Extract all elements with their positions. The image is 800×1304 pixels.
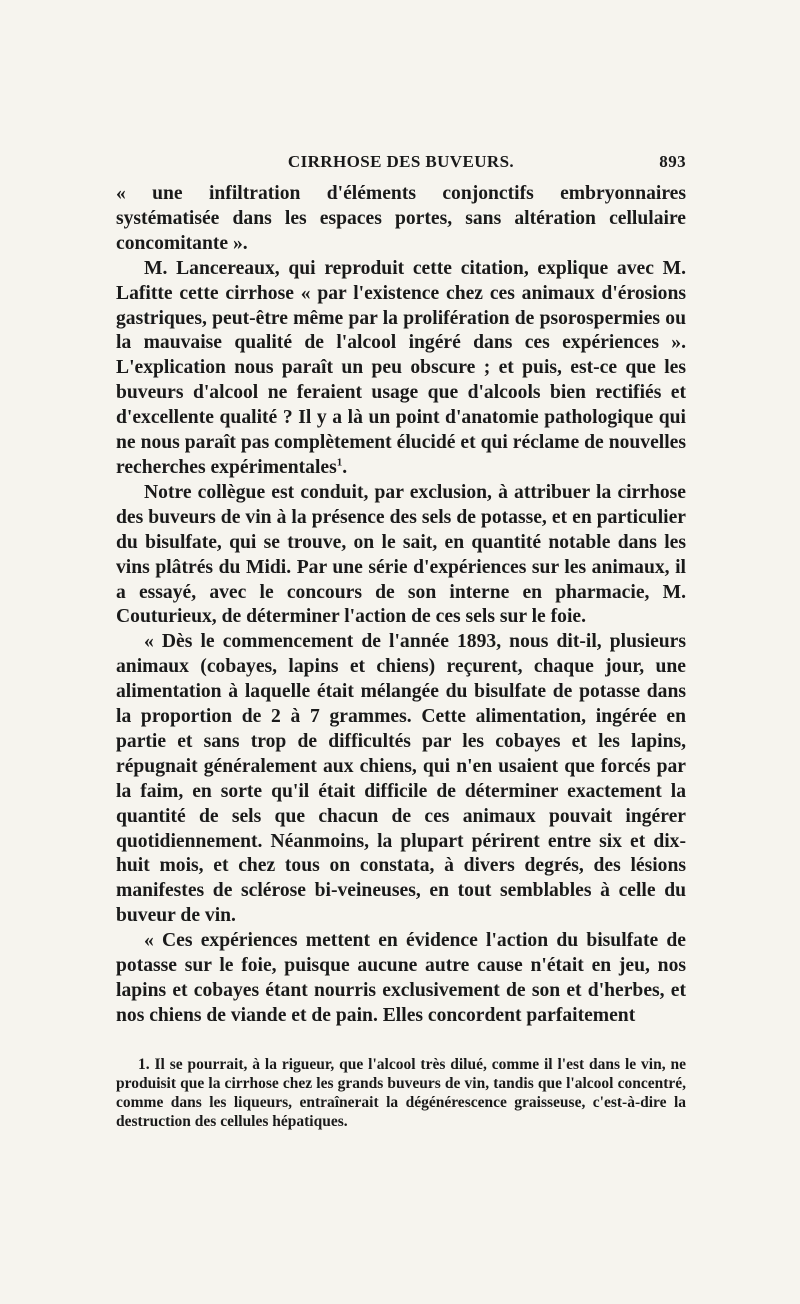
footnotes	[116, 1055, 686, 1131]
paragraph-1: « une infiltration d'éléments conjonctifs embryonnaires systématisée dans les espaces portes, sans altération cellulaire concomitante ».	[116, 183, 686, 254]
running-header	[116, 152, 686, 178]
footnote-1: 1. Il se pourrait, à la rigueur, que l'alcool très dilué, comme il l'est dans le vin, ne produisit que la cirrhose chez les grands buveurs de vin, tandis que l'alcool concentré, comme dans les liqueurs, entraînerait la dégénérescence graisseuse, c'est-à-dire la destruction des cellules hépatiques.	[116, 1055, 686, 1130]
book-page	[116, 152, 686, 1131]
page-number: 893	[659, 152, 686, 171]
body-text	[116, 182, 686, 1029]
paragraph-5: « Ces expériences mettent en évidence l'action du bisulfate de potasse sur le foie, puisque aucune autre cause n'était en jeu, nos lapins et cobayes étant nourris exclusivement de son et d'herbes, et nos chiens de viande et de pain. Elles concordent parfaitement	[116, 930, 686, 1026]
paragraph-4: « Dès le commencement de l'année 1893, nous dit-il, plusieurs animaux (cobayes, lapins et chiens) reçurent, chaque jour, une alimentation à laquelle était mélangée du bisulfate de potasse dans la proportion de 2 à 7 grammes. Cette alimentation, ingérée en partie et sans trop de difficultés par les cobayes et les lapins, répugnait généralement aux chiens, qui n'en usaient que forcés par la faim, en sorte qu'il était difficile de déterminer exactement la quantité de sels que chacun de ces animaux pouvait ingérer quotidiennement. Néanmoins, la plupart périrent entre six et dix-huit mois, et chez tous on constata, à divers degrés, des lésions manifestes de sclérose bi-veineuses, en tout semblables à celle du buveur de vin.	[116, 631, 686, 927]
running-title: CIRRHOSE DES BUVEURS.	[287, 152, 515, 171]
paragraph-2: M. Lancereaux, qui reproduit cette citation, explique avec M. Lafitte cette cirrhose « par l'existence chez ces animaux d'érosions gastriques, peut-être même par la prolifération de psorospermies ou la mauvaise qualité de l'alcool ingéré dans ces expériences ». L'explication nous paraît un peu obscure ; et puis, est-ce que les buveurs d'alcool ne feraient usage que d'alcools bien rectifiés et d'excellente qualité ? Il y a là un point d'anatomie pathologique qui ne nous paraît pas complètement élucidé et qui réclame de nouvelles recherches expérimentales$^1$.	[116, 257, 686, 478]
paragraph-2-text: M. Lancereaux, qui reproduit cette citation, explique avec M. Lafitte cette cirrhose « par l'existence chez ces animaux d'érosions gastriques, peut-être même par la prolifération de psorospermies ou la mauvaise qualité de l'alcool ingéré dans ces expériences ». L'explication nous paraît un peu obscure ; et puis, est-ce que les buveurs d'alcool ne feraient usage que d'alcools bien rectifiés et d'excellente qualité ? Il y a là un point d'anatomie pathologique qui ne nous paraît pas complètement élucidé et qui réclame de nouvelles recherches expérimentales	[116, 257, 686, 478]
footnote-ref: 1	[336, 456, 343, 469]
paragraph-3: Notre collègue est conduit, par exclusion, à attribuer la cirrhose des buveurs de vin à la présence des sels de potasse, et en particulier du bisulfate, qui se trouve, on le sait, en quantité notable dans les vins plâtrés du Midi. Par une série d'expériences sur les animaux, il a essayé, avec le concours de son interne en pharmacie, M. Couturieux, de déterminer l'action de ces sels sur le foie.	[116, 481, 686, 628]
